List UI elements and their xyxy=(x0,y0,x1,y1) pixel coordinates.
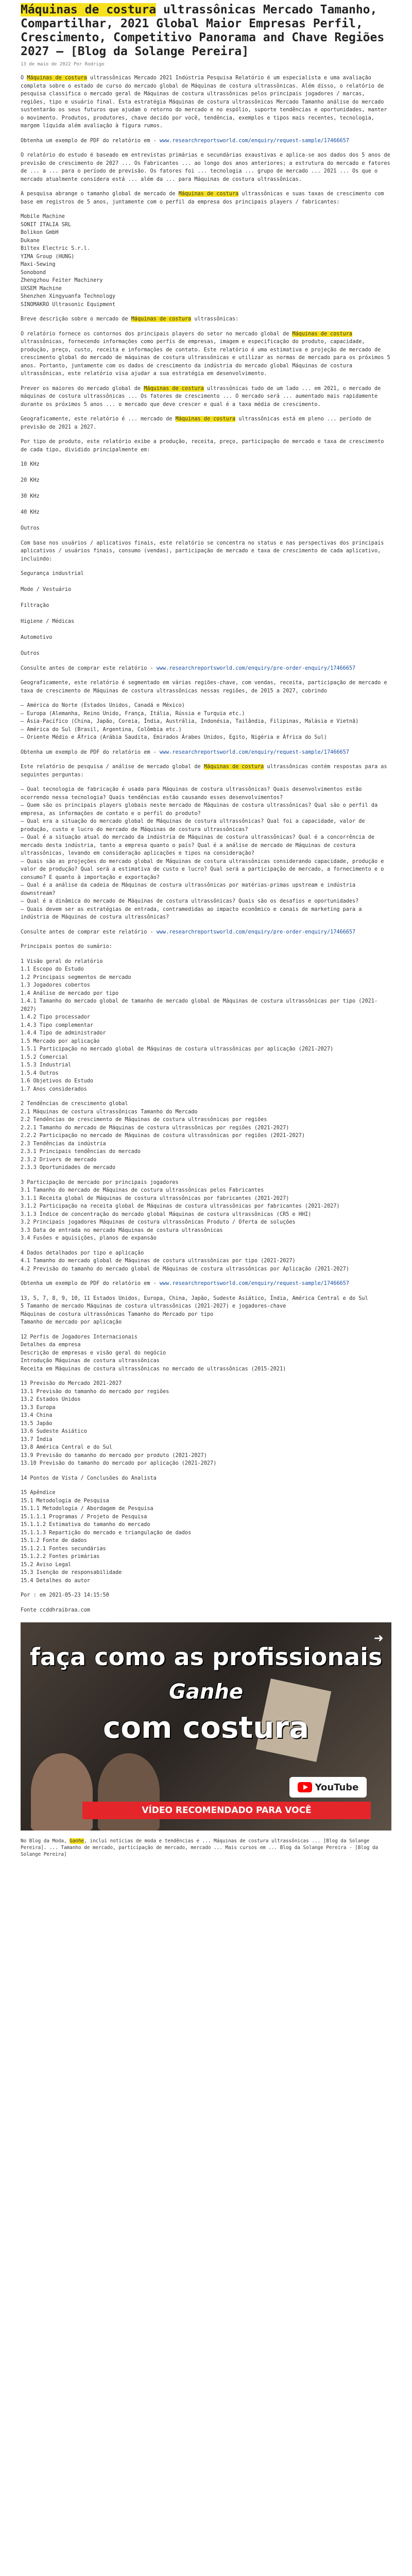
paragraph-text: 12 Perfis de Jogadores Internacionais Detalhes da empresa Descrição de empresas e visão geral do negócio Introdução Máquinas de costura ultrassônicas Receita em Máquinas de costura ultrassônicas no mercado de ultrassônicas (2015-2021) xyxy=(21,1334,286,1372)
paragraph-text: ultrassônicas: xyxy=(191,316,239,322)
highlighted-keyword: Máquinas de costura xyxy=(292,331,353,337)
paragraph-text: Consulte antes de comprar este relatório - xyxy=(21,665,157,671)
paragraph xyxy=(21,1100,391,1172)
footer-brand: Ganhe xyxy=(70,1838,84,1844)
paragraph xyxy=(21,1489,391,1585)
paragraph-text: O xyxy=(21,75,27,81)
youtube-logo[interactable] xyxy=(289,1777,367,1798)
paragraph xyxy=(21,763,391,779)
play-icon xyxy=(298,1782,312,1792)
paragraph-text: O relatório do estudo é baseado em entrevistas primárias e secundárias exaustivas e aplica-se aos dados dos 5 anos de previsão de crescimento de 2027 ... Os Fabricantes ... ao longo dos anos anteriores; a estrutura do mercado e fatores de ... a ... para o período de previsão. Os fatores foi ... tecnologia ... grupo de mercado ... 2021 ... Os que o mercado atualmente considera está ... além da ... para Máquinas de costura ultrassônicas. xyxy=(21,152,390,182)
paragraph-text: 4 Dados detalhados por tipo e aplicação 4.1 Tamanho do mercado global de Máquinas de costura ultrassônicas por tipo (2021-2027) 4.2 Previsão do tamanho do mercado global de Máquinas de costura ultrassônicas por Aplicação (2021-2027) xyxy=(21,1250,349,1272)
video-headline-3: com costura xyxy=(102,1710,310,1745)
paragraph-text: ultrassônicas Mercado 2021 Indústria Pesquisa Relatório é um especialista e uma avaliação completa sobre o estado de curso do mercado global de Máquinas de costura ultrassônicas. Além disso, o relatório de pesquisa classifica o mercado geral de Máquinas de costura ultrassônicas pelos principais jogadores / marcas, regiões, tipo e usuário final. Esta estratégia Máquinas de costura ultrassônicas Mercado Tamanho análise do mercado sustentarão os seus futuros que ajudam o retorno do mercado e no espólio, suporte tendências e oportunidades, manter o movimento. Produtos, produtores, chave decido por você, tendência, exemplos e tipos mais recentes, tecnologia, margem líquida além avaliação à figura rumos. xyxy=(21,75,387,129)
report-link[interactable]: www.researchreportsworld.com/enquiry/pre-order-enquiry/17466657 xyxy=(156,929,356,935)
paragraph xyxy=(21,928,391,937)
paragraph xyxy=(21,679,391,695)
paragraph-text: Obtenha um exemplo de PDF do relatório em - xyxy=(21,1281,160,1286)
paragraph xyxy=(21,213,391,309)
paragraph-text: Com base nos usuários / aplicativos finais, este relatório se concentra no status e nas perspectivas dos principais aplicativos / usuários finais, consumo (vendas), participação de mercado e taxa de crescimento de cada aplicativo, incluindo: xyxy=(21,540,384,562)
paragraph-text: 13 Previsão do Mercado 2021-2027 13.1 Previsão do tamanho do mercado por regiões 13.2 Estados Unidos 13.3 Europa 13.4 China 13.5 Japão 13.6 Sudeste Asiático 13.7 Índia 13.8 América Central e do Sul 13.9 Previsão do tamanho do mercado por produto (2021-2027) 13.10 Previsão do tamanho do mercado por aplicação (2021-2027) xyxy=(21,1381,217,1466)
paragraph-text: 1 Visão geral do relatório 1.1 Escopo do Estudo 1.2 Principais segmentos de mercado 1.3 Jogadores cobertos 1.4 Análise de mercado por tipo 1.4.1 Tamanho do mercado global de tamanho de mercado global de Máquinas de costura ultrassônicas por tipo (2021-2027) 1.4.2 Tipo processador 1.4.3 Tipo complementar 1.4.4 Tipo de administrador 1.5 Mercado por aplicação 1.5.1 Participação no mercado global de Máquinas de costura ultrassônicas por aplicação (2021-2027) 1.5.2 Comercial 1.5.3 Industrial 1.5.4 Outros 1.6 Objetivos do Estudo 1.7 Anos considerados xyxy=(21,958,378,1092)
paragraph xyxy=(21,385,391,409)
paragraph-text: Consulte antes de comprar este relatório - xyxy=(21,929,157,935)
paragraph xyxy=(21,786,391,922)
paragraph xyxy=(21,415,391,431)
paragraph xyxy=(21,438,391,454)
paragraph-text: ultrassônicas, fornecendo informações como perfis de empresas, imagem e especificação do produto, capacidade, produção, preço, custo, receita e informações de contato. Este relatório é uma estimativa e projeção de mercado de crescimento global do mercado de máquinas de costura ultrassônicas e utilizar as normas de mercado para os próximos 5 anos. Portanto, juntamente com os dados de crescimento da indústria do mercado global Máquinas de costura ultrassônicas, este relatório visa ajudar a sua estratégia em desenvolvimento. xyxy=(21,339,390,377)
highlighted-keyword: Máquinas de costura xyxy=(144,385,204,392)
paragraph xyxy=(21,539,391,564)
paragraph-text: 13, 5, 7, 8, 9, 10, 11 Estados Unidos, Europa, China, Japão, Sudeste Asiático, Índia, América Central e do Sul 5 Tamanho de mercado Máquinas de costura ultrassônicas (2021-2027) e jogadores-chave Máquinas de costura ultrassônicas Tamanho do Mercado por tipo Tamanho de mercado por aplicação xyxy=(21,1295,368,1325)
paragraph xyxy=(21,461,391,533)
paragraph-text: 3 Participação de mercado por principais jogadores 3.1 Tamanho do mercado de Máquinas de costura ultrassônicas pelos Fabricantes 3.1.1 Receita global de Máquinas de costura ultrassônicas por fabricantes (2021-2027) 3.1.2 Participação na receita global de Máquinas de costura ultrassônicas por fabricantes (2021-2027) 3.1.3 Índice de concentração do mercado global Máquinas de costura ultrassônicas (CR5 e HHI) 3.2 Principais jogadores Máquinas de costura ultrassônicas Produto / Oferta de soluções 3.3 Data de entrada no mercado Máquinas de costura ultrassônicas 3.4 Fusões e aquisições, planos de expansão xyxy=(21,1179,340,1241)
post-date: 13 de maio de 2022 Por Rodrigo xyxy=(21,62,105,67)
paragraph-text: 15 Apêndice 15.1 Metodologia de Pesquisa 15.1.1 Metodologia / Abordagem de Pesquisa 15.1.1.1 Programas / Projeto de Pesquisa 15.1.1.2 Estimativa do tamanho do mercado 15.1.1.3 Repartição do mercado e triangulação de dados 15.1.2 Fonte de dados 15.1.2.1 Fontes secundárias 15.1.2.2 Fontes primárias 15.2 Aviso Legal 15.3 Isenção de responsabilidade 15.4 Detalhes do autor xyxy=(21,1490,192,1584)
paragraph xyxy=(21,749,391,757)
article xyxy=(10,0,402,1858)
paragraph-text: 14 Pontos de Vista / Conclusões do Analista xyxy=(21,1475,157,1481)
highlighted-keyword: Máquinas de costura xyxy=(203,764,264,770)
paragraph-text: – Qual tecnologia de fabricação é usada para Máquinas de costura ultrassônicas? Quais desenvolvimentos estão ocorrendo nessa tecnologia? Quais tendências estão causando esses desenvolvimentos? – Quem são os principais players globais neste mercado de Máquinas de costura ultrassônicas? Qual são o perfil da empresa, as informações de contato e o perfil do produto? – Qual era a situação do mercado global de Máquinas de costura ultrassônicas? Qual foi a capacidade, valor de produção, custo e lucro do mercado de Máquinas de costura ultrassônicas? – Qual é a situação atual do mercado da indústria de Máquinas de costura ultrassônicas? Qual é a concorrência de mercado desta indústria, tanto a empresa quanto o país? Qual é a análise de mercado de Máquinas de costura ultrassônicas, levando em consideração aplicações e tipos na consideração? – Quais são as projeções do mercado global de Máquinas de costura ultrassônicas considerando capacidade, produção e valor de produção? Qual será a estimativa de custo e lucro? Qual será a participação de mercado, a fornecimento e o consumo? E quanto à importação e exportação? – Qual é a análise da cadeia de Máquinas de costura ultrassônicas por matérias-primas upstream e indústria downstream? – Qual é a dinâmica do mercado de Máquinas de costura ultrassônicas? Quais são os desafios e oportunidades? – Quais devem ser as estratégias de entrada, contramedidas ao impacto econômico e canais de marketing para a indústria de Máquinas de costura ultrassônicas? xyxy=(21,787,384,920)
paragraph xyxy=(21,1295,391,1327)
paragraph-text: Este relatório de pesquisa / análise de mercado global de xyxy=(21,764,204,770)
paragraph-text: – América do Norte (Estados Unidos, Canadá e México) – Europa (Alemanha, Reino Unido, França, Itália, Rússia e Turquia etc.) – Ásia-Pacífico (China, Japão, Coreia, Índia, Austrália, Indonésia, Tailândia, Filipinas, Malásia e Vietnã) – América do Sul (Brasil, Argentina, Colômbia etc.) – Oriente Médio e África (Arábia Saudita, Emirados Árabes Unidos, Egito, Nigéria e África do Sul) xyxy=(21,703,359,740)
paragraph xyxy=(21,137,391,145)
report-link[interactable]: www.researchreportsworld.com/enquiry/request-sample/17466657 xyxy=(159,749,349,755)
footer-body: , inclui notícias de moda e tendências e ... Máquinas de costura ultrassônicas ... [Blog da Solange Pereira]. ... Tamanho de mercado, participação de mercado, mercado ... Mais cursos em ... Blog da Solange Pereira - [Blog da Solange Pereira] xyxy=(21,1838,379,1857)
paragraph xyxy=(21,943,391,951)
footer-blog: No Blog da Moda, xyxy=(21,1838,70,1844)
paragraph-text: Segurança industrial Mode / Vestuário Filtração Higiene / Médicas Automotivo Outros xyxy=(21,571,84,656)
paragraph xyxy=(21,1280,391,1288)
report-link[interactable]: www.researchreportsworld.com/enquiry/request-sample/17466657 xyxy=(159,1281,349,1286)
paragraph-text: Mobile Machine SONIT ITALIA SRL Bolikon GmbH Dukane Biltex Electric S.r.l. YIMA Group (HUNG) Maxi-Sewing Sonobond Zhengzhou Feiter Machinery UXSEM Machine Shenzhen Xingyuanfa Technology SINOMAKRO Ultrasonic Equipment xyxy=(21,214,116,308)
youtube-label: YouTube xyxy=(315,1782,359,1793)
paragraph-text: O relatório fornece os contornos dos principais players do setor no mercado global de xyxy=(21,331,293,337)
title-rest: ultrassônicas Mercado Tamanho, Compartilhar, 2021 Global Maior Empresas Perfil, Crescimento, Competitivo Panorama and Chave Regiões 2027 – [Blog da Solange Pereira] xyxy=(21,3,385,58)
paragraph-text: Por : em 2021-05-23 14:15:50 xyxy=(21,1592,109,1598)
highlighted-keyword: Máquinas de costura xyxy=(178,191,239,197)
paragraph xyxy=(21,1591,391,1600)
paragraph xyxy=(21,570,391,658)
paragraph-text: Por tipo de produto, este relatório exibe a produção, receita, preço, participação de mercado e taxa de crescimento de cada tipo, dividido principalmente em: xyxy=(21,439,384,453)
paragraph-text: Principais pontos do sumário: xyxy=(21,944,112,950)
video-headline-2: Ganhe xyxy=(169,1680,243,1704)
highlighted-keyword: Máquinas de costura xyxy=(175,416,236,422)
video-thumbnail[interactable] xyxy=(21,1622,391,1831)
paragraph xyxy=(21,1380,391,1468)
paragraph xyxy=(21,315,391,324)
paragraph xyxy=(21,1475,391,1483)
paragraph xyxy=(21,1179,391,1243)
paragraph-text: ultrassônicas tudo de um lado ... em 2021, o mercado de máquinas de costura ultrassônicas ... Os fatores de crescimento ... O mercado será ... aumentado mais rapidamente durante os próximos 5 anos ... o mercado que deve crescer e qual é a taxa média de crescimento. xyxy=(21,385,381,408)
paragraph xyxy=(21,1606,391,1615)
highlighted-keyword: Máquinas de costura xyxy=(131,316,192,322)
footer-text xyxy=(21,1838,391,1858)
paragraph xyxy=(21,74,391,130)
paragraph-text: Obtenha um exemplo de PDF do relatório em - xyxy=(21,749,160,755)
paragraph-text: 2 Tendências de crescimento global 2.1 Máquinas de costura ultrassônicas Tamanho do Mercado 2.2 Tendências de crescimento de Máquinas de costura ultrassônicas por regiões 2.2.1 Tamanho do mercado de Máquinas de costura ultrassônicas por regiões (2021-2027) 2.2.2 Participação no mercado de Máquinas de costura ultrassônicas por regiões (2021-2027) 2.3 Tendências da indústria 2.3.1 Principais tendências do mercado 2.3.2 Drivers de mercado 2.3.3 Oportunidades de mercado xyxy=(21,1101,305,1171)
paragraph xyxy=(21,665,391,673)
paragraph-text: Obtenha um exemplo de PDF do relatório em - xyxy=(21,138,160,144)
paragraph-text: Geograficamente, este relatório é segmentado em várias regiões-chave, com vendas, receita, participação de mercado e taxa de crescimento de Máquinas de costura ultrassônicas nessas regiões, de 2015 a 2027, cobrindo xyxy=(21,680,387,694)
recommended-banner[interactable]: VÍDEO RECOMENDADO PARA VOCÊ xyxy=(82,1802,371,1819)
highlighted-keyword: Máquinas de costura xyxy=(27,75,87,81)
title-highlight: Máquinas de costura xyxy=(21,3,157,16)
paragraph xyxy=(21,702,391,742)
paragraph xyxy=(21,958,391,1094)
paragraph-text: Prever os maiores do mercado global de xyxy=(21,385,144,392)
report-link[interactable]: www.researchreportsworld.com/enquiry/pre-order-enquiry/17466657 xyxy=(156,665,356,671)
report-link[interactable]: www.researchreportsworld.com/enquiry/request-sample/17466657 xyxy=(159,138,349,144)
paragraph-text: ultrassônicas e suas taxas de crescimento com base em registros de 5 anos, juntamente com o perfil da empresa dos principais players / fabricantes: xyxy=(21,191,384,205)
paragraph-text: 10 KHz 20 KHz 30 KHz 40 KHz Outros xyxy=(21,462,40,531)
paragraph xyxy=(21,190,391,206)
paragraph-text: Geograficamente, este relatório é ... mercado de xyxy=(21,416,176,422)
video-headline-1: faça como as profissionais xyxy=(29,1643,383,1671)
paragraph-text: ultrassônicas está em pleno ... período de previsão de 2021 a 2027. xyxy=(21,416,371,430)
post-title[interactable] xyxy=(21,3,391,59)
paragraph-text: ultrassônicas contém respostas para as seguintes perguntas: xyxy=(21,764,387,778)
post-body xyxy=(21,74,391,1614)
arrow-icon: ➜ xyxy=(373,1630,383,1648)
paragraph xyxy=(21,1249,391,1274)
paragraph xyxy=(21,330,391,378)
paragraph xyxy=(21,151,391,183)
paragraph-text: A pesquisa abrange o tamanho global de mercado de xyxy=(21,191,179,197)
paragraph-text: Breve descrição sobre o mercado de xyxy=(21,316,131,322)
paragraph-text: Fonte ccddhraibraa.com xyxy=(21,1607,90,1613)
paragraph xyxy=(21,1333,391,1374)
